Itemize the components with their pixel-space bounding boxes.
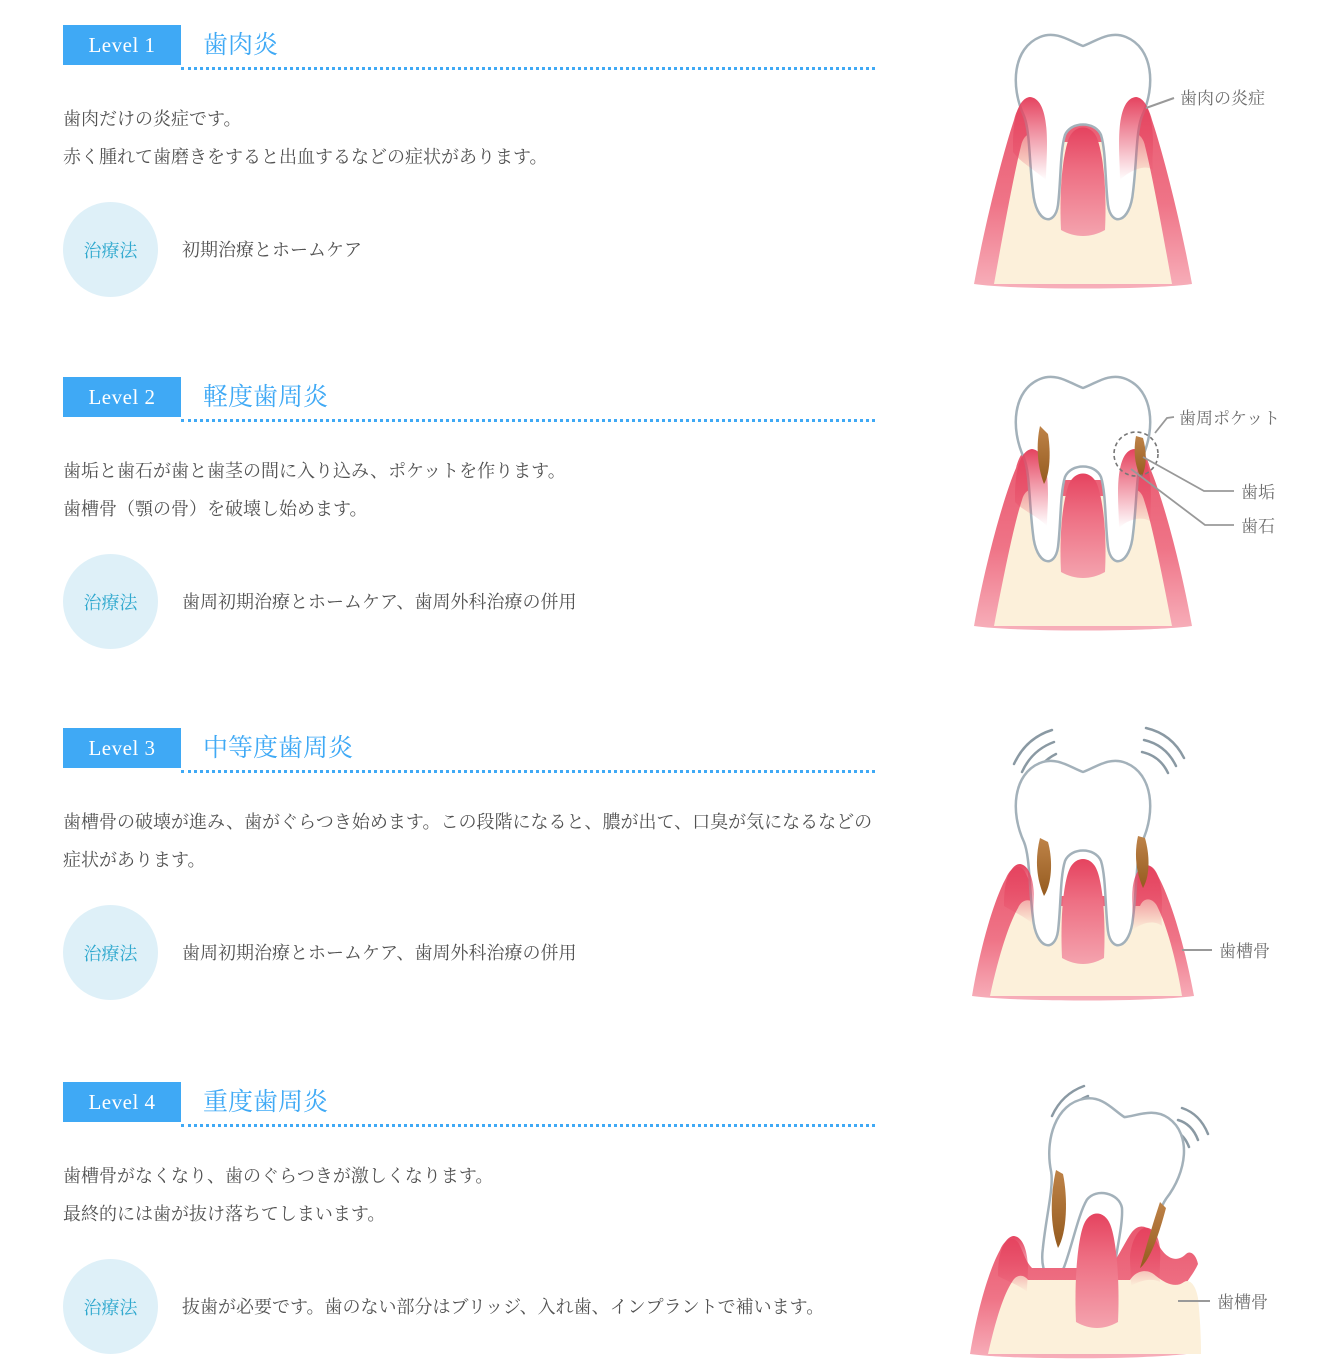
label-leader-line: [1146, 98, 1174, 108]
pocket-leader-line: [1155, 417, 1174, 433]
description: [63, 452, 875, 528]
section-header: [63, 1082, 875, 1127]
treatment-text: 初期治療とホームケア: [182, 239, 362, 260]
treatment-row: [63, 202, 875, 297]
inflamed-gum-right: [1119, 97, 1153, 180]
section-level-4: [63, 1082, 875, 1354]
section-header: [63, 728, 875, 773]
description-line: 歯槽骨の破壊が進み、歯がぐらつき始めます。この段階になると、膿が出て、口臭が気になるなどの症状があります。: [63, 812, 873, 870]
description-line: 歯肉だけの炎症です。: [63, 109, 242, 129]
section-level-3: [63, 728, 875, 1000]
description: [63, 803, 875, 879]
section-level-2: [63, 377, 875, 649]
gum-mid-spike-graphic: [1060, 128, 1105, 237]
label-pocket: 歯周ポケット: [1179, 409, 1281, 428]
description-line: 歯垢と歯石が歯と歯茎の間に入り込み、ポケットを作ります。: [63, 461, 566, 481]
section-title: 重度歯周炎: [203, 1088, 329, 1116]
description-line: 赤く腫れて歯磨きをすると出血するなどの症状があります。: [63, 147, 548, 167]
treatment-text: 歯周初期治療とホームケア、歯周外科治療の併用: [182, 591, 577, 612]
tooth-diagram-level-2: [960, 360, 1332, 635]
description: [63, 1157, 875, 1233]
gum-mid-spike-graphic: [1061, 859, 1104, 964]
dotted-rule: [181, 1082, 875, 1127]
label-bone: 歯槽骨: [1219, 942, 1270, 961]
treatment-row: [63, 905, 875, 1000]
level-badge: Level 3: [63, 728, 181, 768]
treatment-method-badge: 治療法: [63, 554, 158, 649]
treatment-row: [63, 1259, 875, 1354]
label-gum-inflammation: 歯肉の炎症: [1180, 89, 1265, 108]
treatment-text: 抜歯が必要です。歯のない部分はブリッジ、入れ歯、インプラントで補います。: [182, 1296, 825, 1317]
section-title: 軽度歯周炎: [203, 383, 329, 411]
treatment-method-badge: 治療法: [63, 1259, 158, 1354]
section-title: 中等度歯周炎: [203, 734, 354, 762]
treatment-text: 歯周初期治療とホームケア、歯周外科治療の併用: [182, 942, 577, 963]
dotted-rule: [181, 377, 875, 422]
gum-mid-spike-graphic: [1075, 1214, 1118, 1329]
description: [63, 100, 875, 176]
section-header: [63, 25, 875, 70]
illustration-level-4-severe-periodontitis: [960, 1078, 1332, 1364]
treatment-row: [63, 554, 875, 649]
tooth-diagram-level-3: [960, 718, 1332, 1008]
section-level-1: [63, 25, 875, 297]
level-badge: Level 1: [63, 25, 181, 65]
level-badge: Level 4: [63, 1082, 181, 1122]
description-line: 最終的には歯が抜け落ちてしまいます。: [63, 1204, 386, 1224]
dotted-rule: [181, 25, 875, 70]
section-header: [63, 377, 875, 422]
illustration-level-1-gingivitis: [960, 18, 1332, 293]
shake-marks-right: [1142, 728, 1184, 773]
tooth-diagram-level-4: [960, 1078, 1332, 1364]
description-line: 歯槽骨がなくなり、歯のぐらつきが激しくなります。: [63, 1166, 494, 1186]
dotted-rule: [181, 728, 875, 773]
treatment-method-badge: 治療法: [63, 202, 158, 297]
section-title: 歯肉炎: [203, 31, 279, 59]
label-calculus: 歯石: [1241, 517, 1275, 536]
illustration-level-2-mild-periodontitis: [960, 360, 1332, 635]
label-bone: 歯槽骨: [1217, 1293, 1268, 1312]
description-line: 歯槽骨（顎の骨）を破壊し始めます。: [63, 499, 368, 519]
level-badge: Level 2: [63, 377, 181, 417]
illustration-level-3-moderate-periodontitis: [960, 718, 1332, 1008]
treatment-method-badge: 治療法: [63, 905, 158, 1000]
tooth-diagram-level-1: [960, 18, 1332, 293]
label-plaque: 歯垢: [1241, 483, 1275, 502]
